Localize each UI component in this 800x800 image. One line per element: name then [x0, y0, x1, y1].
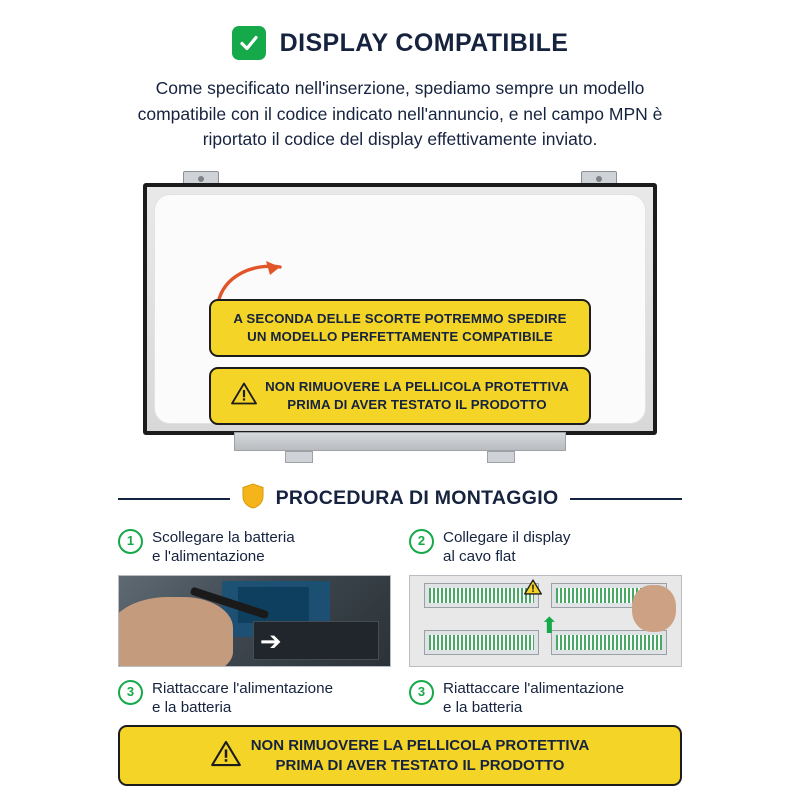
connector-top-left	[424, 583, 540, 608]
procedure-steps-bottom	[118, 679, 682, 718]
hand-shape	[118, 597, 233, 666]
step-3-right-text-line2: e la batteria	[443, 699, 523, 717]
step-1	[118, 528, 391, 667]
step-2	[409, 528, 682, 667]
compatibility-callout	[209, 299, 591, 356]
step-3-left-text-line1: Riattaccare l'alimentazione	[152, 679, 334, 697]
warning-triangle-icon	[524, 579, 542, 600]
step-2-line	[409, 528, 682, 567]
header	[118, 0, 682, 60]
display-surface	[154, 194, 646, 424]
cable-strip	[429, 635, 535, 650]
step-2-text-line2: al cavo flat	[443, 548, 516, 566]
step-3-left	[118, 679, 391, 718]
film-warning-line1: NON RIMUOVERE LA PELLICOLA PROTETTIVA	[265, 379, 569, 395]
procedure-header	[118, 483, 682, 514]
footer-warning-line2: PRIMA DI AVER TESTATO IL PRODOTTO	[275, 756, 565, 774]
step-2-number: 2	[409, 529, 434, 554]
step-1-text-line1: Scollegare la batteria	[152, 529, 295, 547]
arrow-right-icon: ➔	[259, 625, 282, 656]
step-2-text-line1: Collegare il display	[443, 529, 571, 547]
footer-warning-banner	[118, 725, 682, 786]
step-3-left-line	[118, 679, 391, 718]
divider-right	[570, 498, 682, 500]
film-warning-text	[265, 378, 569, 413]
step-2-text	[443, 528, 570, 567]
divider-left	[118, 498, 230, 500]
display-foot-right	[487, 451, 515, 463]
laptop-internals-photo	[118, 575, 391, 667]
step-3-right-number: 3	[409, 680, 434, 705]
compatibility-callout-line1: A SECONDA DELLE SCORTE POTREMMO SPEDIRE	[233, 311, 567, 327]
step-3-right-text	[443, 679, 624, 718]
film-warning-line2: PRIMA DI AVER TESTATO IL PRODOTTO	[287, 396, 547, 412]
display-bezel	[143, 183, 657, 435]
step-1-line	[118, 528, 391, 567]
warning-triangle-icon	[211, 740, 241, 772]
procedure-steps-top	[118, 528, 682, 667]
step-3-right-text-line1: Riattaccare l'alimentazione	[443, 679, 625, 697]
page-title: DISPLAY COMPATIBILE	[279, 28, 569, 57]
display-panel	[147, 187, 653, 431]
check-icon	[232, 26, 266, 60]
step-3-right	[409, 679, 682, 718]
step-3-left-text-line2: e la batteria	[152, 699, 232, 717]
thumb-shape	[632, 585, 675, 632]
footer-warning-text	[251, 736, 590, 775]
content-column	[118, 0, 682, 800]
step-1-text-line2: e l'alimentazione	[152, 548, 265, 566]
flat-cable-connector-photo	[409, 575, 682, 667]
film-warning-callout	[209, 367, 591, 424]
connector-bottom-right	[551, 630, 667, 655]
arrow-up-icon: ⬆	[540, 613, 559, 639]
display-foot-left	[285, 451, 313, 463]
step-1-number: 1	[118, 529, 143, 554]
intro-text: Come specificato nell'inserzione, spediamo sempre un modello compatibile con il codice indicato nell'annuncio, e nel campo MPN è riportato il codice del display effettivamente inviato.	[137, 78, 663, 150]
step-1-text	[152, 528, 295, 567]
connector-bottom-left	[424, 630, 540, 655]
warning-triangle-icon	[231, 382, 257, 410]
cable-strip	[556, 635, 662, 650]
step-3-left-number: 3	[118, 680, 143, 705]
display-illustration	[135, 171, 665, 471]
procedure-title: PROCEDURA DI MONTAGGIO	[275, 487, 559, 510]
compatibility-callout-line2: UN MODELLO PERFETTAMENTE COMPATIBILE	[247, 328, 553, 344]
cable-strip	[429, 588, 535, 603]
step-3-left-text	[152, 679, 333, 718]
display-hinge-bar	[234, 432, 566, 451]
step-3-right-line	[409, 679, 682, 718]
shield-icon	[242, 483, 264, 514]
footer-warning-line1: NON RIMUOVERE LA PELLICOLA PROTETTIVA	[250, 737, 590, 754]
